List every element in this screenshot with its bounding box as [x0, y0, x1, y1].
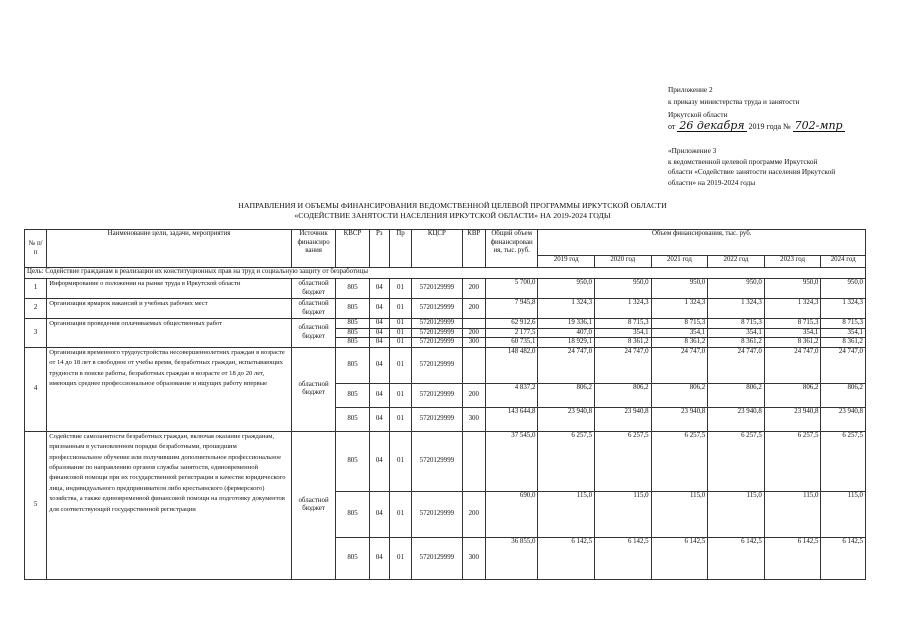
cell-year-value: 950,0 [764, 279, 821, 299]
cell-kcsr: 5720129999 [412, 431, 463, 491]
row-source: областной бюджет [291, 279, 335, 299]
header-volume: Объем финансирования, тыс. руб. [538, 230, 866, 256]
financing-table [24, 229, 866, 580]
cell-rz: 04 [369, 328, 389, 338]
cell-year-value: 24 747,0 [538, 347, 595, 383]
cell-year-value: 806,2 [764, 383, 821, 407]
cell-rz: 04 [369, 279, 389, 299]
cell-kcsr: 5720129999 [412, 299, 463, 319]
cell-kcsr: 5720129999 [412, 328, 463, 338]
cell-total: 37 545,0 [485, 431, 538, 491]
appendix-line: Приложение 2 [668, 85, 713, 94]
header-year: 2020 год [595, 256, 652, 268]
cell-year-value: 115,0 [708, 491, 765, 537]
cell-kvr: 300 [462, 338, 485, 348]
row-num: 4 [25, 347, 47, 431]
cell-year-value: 6 257,5 [708, 431, 765, 491]
cell-year-value: 806,2 [595, 383, 652, 407]
handwritten-number: 702-мпр [794, 119, 843, 133]
cell-pr: 01 [389, 338, 411, 348]
cell-kvsr: 805 [336, 338, 369, 348]
cell-year-value: 950,0 [595, 279, 652, 299]
cell-pr: 01 [389, 328, 411, 338]
cell-kvsr: 805 [336, 299, 369, 319]
cell-year-value: 354,1 [595, 328, 652, 338]
cell-kvr [462, 431, 485, 491]
cell-year-value: 8 361,2 [595, 338, 652, 348]
cell-year-value: 23 940,8 [595, 407, 652, 431]
cell-kvr: 300 [462, 537, 485, 579]
cell-year-value: 23 940,8 [764, 407, 821, 431]
cell-total: 148 482,0 [485, 347, 538, 383]
cell-pr: 01 [389, 407, 411, 431]
cell-year-value: 24 747,0 [821, 347, 866, 383]
cell-year-value: 354,1 [821, 328, 866, 338]
cell-kvr: 200 [462, 491, 485, 537]
cell-year-value: 1 324,3 [651, 299, 708, 319]
cell-year-value: 6 142,5 [708, 537, 765, 579]
cell-kcsr: 5720129999 [412, 383, 463, 407]
cell-year-value: 23 940,8 [538, 407, 595, 431]
handwritten-date: 26 декабря [679, 119, 745, 133]
appendix3-line: «Приложение 3 [668, 146, 717, 155]
cell-kvr: 200 [462, 328, 485, 338]
cell-year-value: 24 747,0 [595, 347, 652, 383]
row-name: Организация ярмарок вакансий и учебных рабочих мест [47, 299, 292, 319]
cell-year-value: 806,2 [651, 383, 708, 407]
cell-kvr [462, 347, 485, 383]
cell-kcsr: 5720129999 [412, 537, 463, 579]
cell-kvsr: 805 [336, 407, 369, 431]
cell-total: 5 700,0 [485, 279, 538, 299]
cell-year-value: 24 747,0 [764, 347, 821, 383]
cell-kvsr: 805 [336, 328, 369, 338]
cell-kvr: 200 [462, 299, 485, 319]
cell-year-value: 6 142,5 [595, 537, 652, 579]
appendix3-block [668, 146, 893, 188]
appendix3-line: области «Содействие занятости населения Иркутской [668, 167, 836, 177]
cell-year-value: 950,0 [651, 279, 708, 299]
cell-year-value: 6 257,5 [595, 431, 652, 491]
cell-year-value: 6 257,5 [651, 431, 708, 491]
appendix3-line: к ведомственной целевой программе Иркутской [668, 156, 818, 166]
cell-year-value: 8 361,2 [821, 338, 866, 348]
cell-total: 4 837,2 [485, 383, 538, 407]
cell-kvr [462, 319, 485, 329]
row-num: 2 [25, 299, 47, 319]
cell-year-value: 950,0 [708, 279, 765, 299]
title-line-1: НАПРАВЛЕНИЯ И ОБЪЕМЫ ФИНАНСИРОВАНИЯ ВЕДОМСТВЕННОЙ ЦЕЛЕВОЙ ПРОГРАММЫ ИРКУТСКОЙ ОБЛАСТИ [238, 201, 667, 210]
row-num: 5 [25, 431, 47, 579]
cell-year-value: 6 257,5 [538, 431, 595, 491]
table-row [25, 431, 866, 491]
cell-year-value: 8 361,2 [651, 338, 708, 348]
cell-kvsr: 805 [336, 491, 369, 537]
header-year: 2023 год [764, 256, 821, 268]
cell-rz: 04 [369, 319, 389, 329]
cell-year-value: 8 715,3 [651, 319, 708, 329]
cell-kvsr: 805 [336, 383, 369, 407]
cell-year-value: 6 142,5 [538, 537, 595, 579]
header-year: 2019 год [538, 256, 595, 268]
cell-year-value: 806,2 [821, 383, 866, 407]
document-title [0, 201, 905, 221]
cell-pr: 01 [389, 319, 411, 329]
table-row [25, 347, 866, 383]
cell-kvsr: 805 [336, 279, 369, 299]
cell-year-value: 1 324,3 [538, 299, 595, 319]
header-kvsr: КВСР [336, 230, 369, 268]
header-num: № п/п [25, 230, 47, 268]
cell-rz: 04 [369, 383, 389, 407]
cell-kcsr: 5720129999 [412, 407, 463, 431]
cell-year-value: 23 940,8 [651, 407, 708, 431]
cell-year-value: 24 747,0 [708, 347, 765, 383]
cell-year-value: 806,2 [708, 383, 765, 407]
cell-year-value: 8 361,2 [708, 338, 765, 348]
cell-year-value: 8 715,3 [595, 319, 652, 329]
cell-year-value: 950,0 [821, 279, 866, 299]
header-name: Наименование цели, задачи, мероприятия [47, 230, 292, 268]
cell-kvsr: 805 [336, 431, 369, 491]
goal-row: Цель: Содействие гражданам в реализации их конституционных прав на труд и социальную защиту от безработицы [25, 268, 866, 279]
cell-rz: 04 [369, 347, 389, 383]
cell-year-value: 407,0 [538, 328, 595, 338]
cell-pr: 01 [389, 347, 411, 383]
cell-year-value: 23 940,8 [708, 407, 765, 431]
cell-year-value: 115,0 [651, 491, 708, 537]
cell-year-value: 24 747,0 [651, 347, 708, 383]
cell-year-value: 950,0 [538, 279, 595, 299]
appendix3-line: области» на 2019-2024 годы [668, 177, 756, 187]
header-year: 2024 год [821, 256, 866, 268]
cell-rz: 04 [369, 491, 389, 537]
cell-total: 2 177,5 [485, 328, 538, 338]
cell-total: 690,0 [485, 491, 538, 537]
row-source: областной бюджет [291, 347, 335, 431]
cell-total: 60 735,1 [485, 338, 538, 348]
cell-total: 7 945,8 [485, 299, 538, 319]
row-name: Организация временного трудоустройства несовершеннолетних граждан в возрасте от 14 до 18 лет в свободное от учебы время, безработных граждан, испытывающих трудности в поиске работы, безработных граждан в возрасте от 18 до 20 лет, имеющих среднее профессиональное образование и ищущих работу впервые [47, 347, 292, 431]
cell-kcsr: 5720129999 [412, 279, 463, 299]
cell-year-value: 354,1 [651, 328, 708, 338]
row-source: областной бюджет [291, 299, 335, 319]
row-source: областной бюджет [291, 431, 335, 579]
table-row [25, 299, 866, 319]
row-num: 1 [25, 279, 47, 299]
appendix-line: к приказу министерства труда и занятости [668, 97, 800, 107]
row-name: Информирование о положении на рынке труда в Иркутской области [47, 279, 292, 299]
header-kcsr: КЦСР [412, 230, 463, 268]
cell-year-value: 6 142,5 [764, 537, 821, 579]
table-row [25, 319, 866, 329]
cell-kcsr: 5720129999 [412, 338, 463, 348]
cell-kvsr: 805 [336, 319, 369, 329]
cell-rz: 04 [369, 299, 389, 319]
title-line-2: «СОДЕЙСТВИЕ ЗАНЯТОСТИ НАСЕЛЕНИЯ ИРКУТСКОЙ ОБЛАСТИ» НА 2019-2024 ГОДЫ [294, 211, 611, 220]
cell-pr: 01 [389, 537, 411, 579]
cell-year-value: 8 715,3 [708, 319, 765, 329]
cell-rz: 04 [369, 338, 389, 348]
cell-year-value: 6 257,5 [764, 431, 821, 491]
cell-total: 36 855,0 [485, 537, 538, 579]
cell-year-value: 115,0 [764, 491, 821, 537]
cell-total: 62 912,6 [485, 319, 538, 329]
table-row [25, 279, 866, 299]
cell-year-value: 1 324,3 [708, 299, 765, 319]
cell-kcsr: 5720129999 [412, 347, 463, 383]
cell-kvr: 200 [462, 279, 485, 299]
header-year: 2021 год [651, 256, 708, 268]
cell-year-value: 1 324,3 [821, 299, 866, 319]
cell-kvsr: 805 [336, 347, 369, 383]
date-suffix: 2019 года № [748, 122, 791, 132]
cell-year-value: 8 715,3 [764, 319, 821, 329]
cell-year-value: 806,2 [538, 383, 595, 407]
cell-pr: 01 [389, 431, 411, 491]
cell-year-value: 115,0 [595, 491, 652, 537]
header-source: Источник финансиро вания [291, 230, 335, 268]
cell-rz: 04 [369, 407, 389, 431]
row-source: областной бюджет [291, 319, 335, 348]
header-total: Общий объем финансирован ия, тыс. руб. [485, 230, 538, 268]
cell-year-value: 6 142,5 [651, 537, 708, 579]
cell-pr: 01 [389, 491, 411, 537]
row-name: Содействие самозанятости безработных граждан, включая оказание гражданам, признанным в установленном порядке безработными, прошедшим профессиональное обучение или получившим дополнительное профессиональное образование по направлению органов службы занятости, единовременной финансовой помощи при их государственной регистрации в качестве юридического лица, индивидуального предпринимателя либо крестьянского (фермерского) хозяйства, а также единовременной финансовой помощи на подготовку документов для соответствующей государственной регистрации [47, 431, 292, 579]
cell-pr: 01 [389, 383, 411, 407]
header-kvr: КВР [462, 230, 485, 268]
appendix-block [668, 84, 893, 134]
header-rz: Рз [369, 230, 389, 268]
cell-kvsr: 805 [336, 537, 369, 579]
row-name: Организация проведения оплачиваемых общественных работ [47, 319, 292, 348]
cell-year-value: 18 929,1 [538, 338, 595, 348]
cell-year-value: 115,0 [538, 491, 595, 537]
header-year: 2022 год [708, 256, 765, 268]
cell-year-value: 1 324,3 [764, 299, 821, 319]
cell-rz: 04 [369, 431, 389, 491]
cell-year-value: 1 324,3 [595, 299, 652, 319]
cell-kcsr: 5720129999 [412, 319, 463, 329]
cell-year-value: 23 940,8 [821, 407, 866, 431]
cell-rz: 04 [369, 537, 389, 579]
cell-year-value: 115,0 [821, 491, 866, 537]
header-pr: Пр [389, 230, 411, 268]
row-num: 3 [25, 319, 47, 348]
cell-pr: 01 [389, 299, 411, 319]
cell-year-value: 354,1 [708, 328, 765, 338]
date-prefix: от [668, 122, 676, 132]
cell-pr: 01 [389, 279, 411, 299]
cell-kvr: 300 [462, 407, 485, 431]
cell-kcsr: 5720129999 [412, 491, 463, 537]
appendix-date-line [668, 121, 893, 133]
cell-year-value: 19 336,1 [538, 319, 595, 329]
cell-year-value: 354,1 [764, 328, 821, 338]
cell-kvr: 200 [462, 383, 485, 407]
cell-year-value: 8 361,2 [764, 338, 821, 348]
cell-year-value: 6 257,5 [821, 431, 866, 491]
cell-total: 143 644,8 [485, 407, 538, 431]
appendix-line: Иркутской области [668, 109, 728, 119]
cell-year-value: 6 142,5 [821, 537, 866, 579]
cell-year-value: 8 715,3 [821, 319, 866, 329]
